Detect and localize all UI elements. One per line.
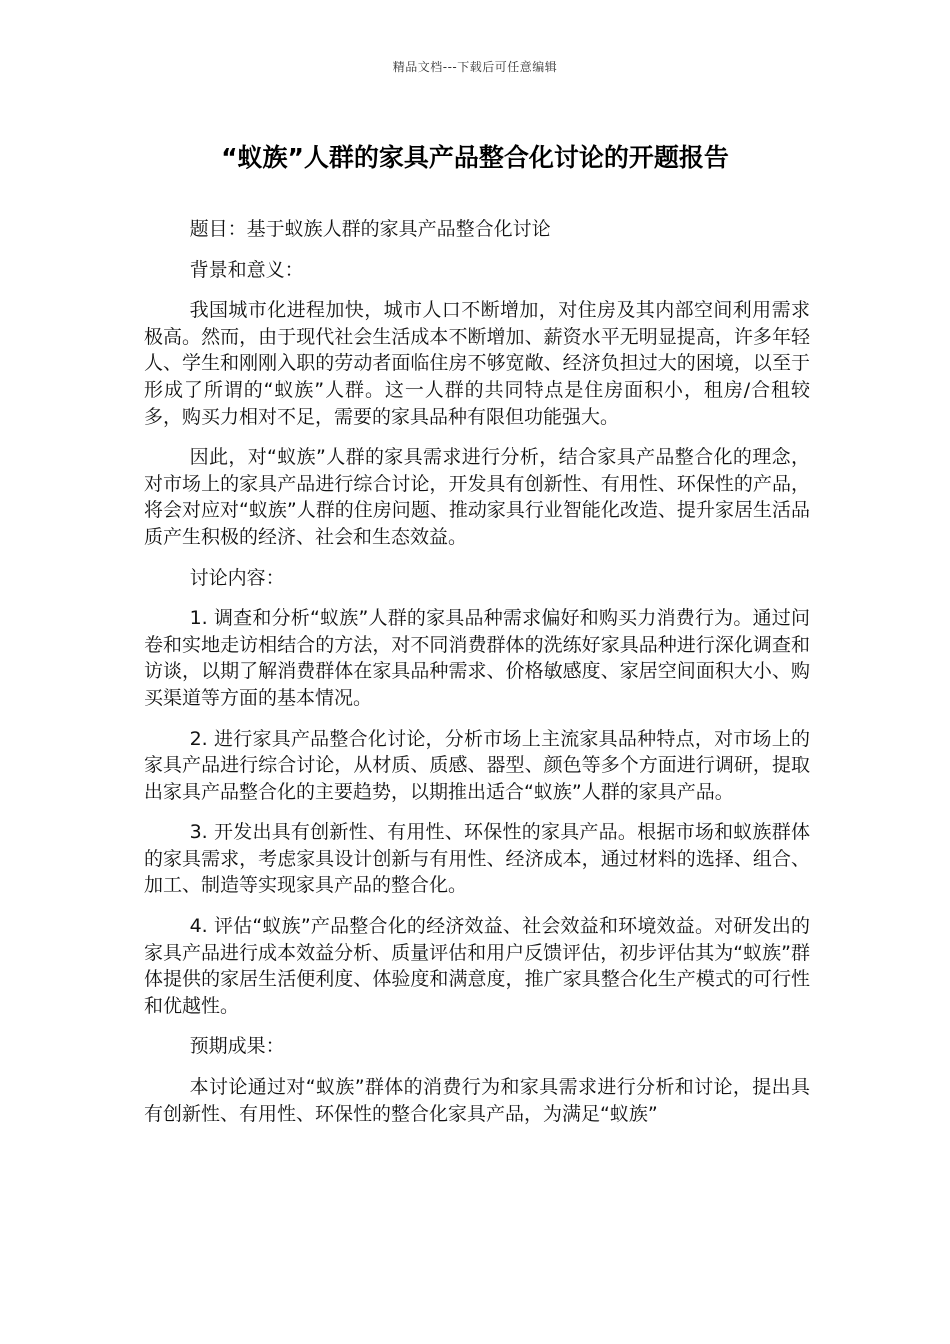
content-heading: 讨论内容： <box>189 566 285 589</box>
outcome-heading: 预期成果： <box>189 1035 285 1058</box>
document-body <box>144 216 810 1141</box>
content-item-4: 4. 评估“蚁族”产品整合化的经济效益、社会效益和环境效益。对研发出的家具产品进行成本效益分析、质量评估和用户反馈评估，初步评估其为“蚁族”群体提供的家居生活便利度、体验度和满意度，推广家具整合化生产模式的可行性和优越性。 <box>144 915 810 1017</box>
background-paragraph-2: 因此，对“蚁族”人群的家具需求进行分析，结合家具产品整合化的理念，对市场上的家具产品进行综合讨论，开发具有创新性、有用性、环保性的产品，将会对应对“蚁族”人群的住房问题、推动家具行业智能化改造、提升家居生活品质产生积极的经济、社会和生态效益。 <box>144 446 810 548</box>
background-paragraph-1: 我国城市化进程加快，城市人口不断增加，对住房及其内部空间利用需求极高。然而，由于现代社会生活成本不断增加、薪资水平无明显提高，许多年轻人、学生和刚刚入职的劳动者面临住房不够宽敞、经济负担过大的困境，以至于形成了所谓的“蚁族”人群。这一人群的共同特点是住房面积小，租房/合租较多，购买力相对不足，需要的家具品种有限但功能强大。 <box>144 299 810 428</box>
document-title: “蚁族”人群的家具产品整合化讨论的开题报告 <box>221 143 729 172</box>
content-item-1: 1. 调查和分析“蚁族”人群的家具品种需求偏好和购买力消费行为。通过问卷和实地走访相结合的方法，对不同消费群体的洗练好家具品种进行深化调查和访谈，以期了解消费群体在家具品种需求、价格敏感度、家居空间面积大小、购买渠道等方面的基本情况。 <box>144 607 810 709</box>
content-item-2: 2. 进行家具产品整合化讨论，分析市场上主流家具品种特点，对市场上的家具产品进行综合讨论，从材质、质感、器型、颜色等多个方面进行调研，提取出家具产品整合化的主要趋势，以期推出适合“蚁族”人群的家具产品。 <box>144 727 810 803</box>
page-header-watermark: 精品文档---下载后可任意编辑 <box>392 60 558 74</box>
outcome-paragraph-1: 本讨论通过对“蚁族”群体的消费行为和家具需求进行分析和讨论，提出具有创新性、有用性、环保性的整合化家具产品，为满足“蚁族” <box>144 1076 810 1125</box>
content-item-3: 3. 开发出具有创新性、有用性、环保性的家具产品。根据市场和蚁族群体的家具需求，考虑家具设计创新与有用性、经济成本，通过材料的选择、组合、加工、制造等实现家具产品的整合化。 <box>144 821 810 897</box>
background-heading: 背景和意义： <box>189 258 304 281</box>
topic-line: 题目：基于蚁族人群的家具产品整合化讨论 <box>189 218 551 240</box>
